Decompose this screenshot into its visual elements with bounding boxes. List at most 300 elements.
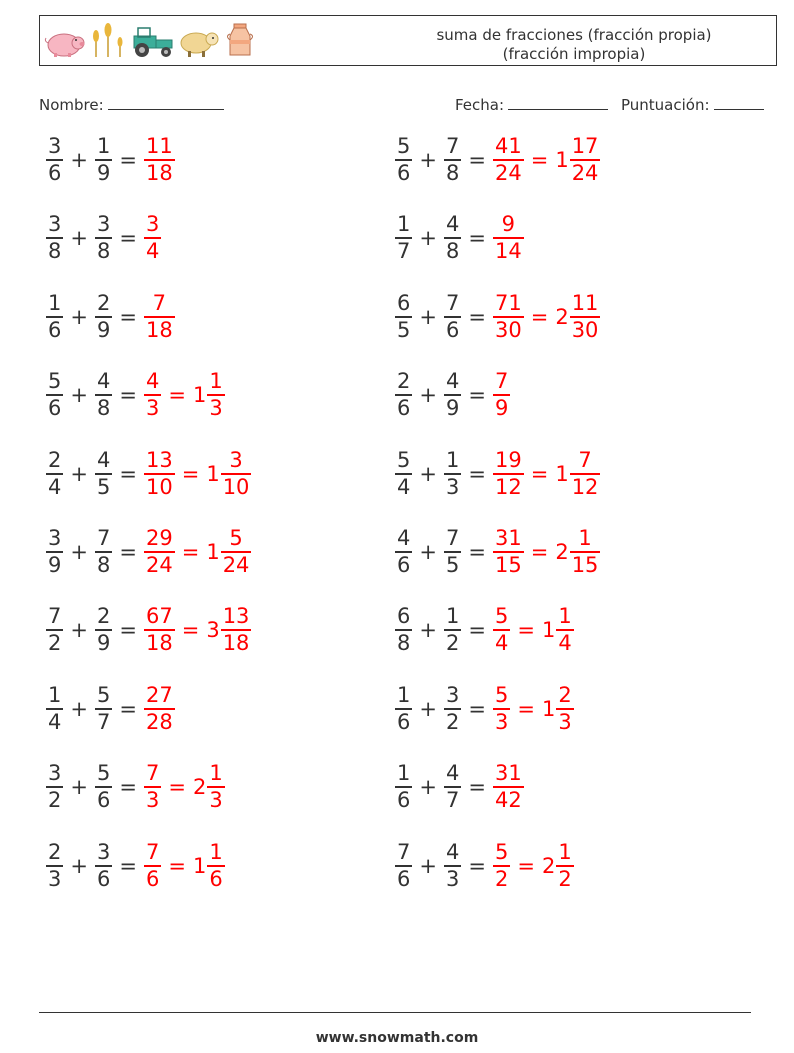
denominator: 2 [48, 631, 62, 656]
denominator: 3 [209, 396, 223, 421]
answer [144, 369, 225, 421]
problem-item [395, 757, 524, 817]
denominator: 18 [222, 631, 250, 656]
mixed-fraction [221, 448, 252, 500]
whole-part: 1 [206, 540, 220, 564]
addend-fraction [95, 840, 112, 892]
denominator: 15 [494, 553, 522, 577]
addend-fraction [46, 212, 63, 264]
denominator: 18 [145, 317, 173, 342]
answer [493, 683, 574, 735]
improper-fraction [493, 369, 510, 421]
denominator: 7 [445, 788, 460, 813]
plus-sign: + [419, 148, 437, 172]
mixed-fraction [221, 526, 252, 578]
plus-sign: + [70, 540, 88, 564]
improper-fraction [144, 369, 161, 421]
numerator: 1 [48, 290, 62, 315]
equals-sign: = [119, 540, 137, 564]
problem-item [46, 365, 225, 425]
worksheet-title [414, 26, 734, 64]
numerator: 1 [445, 447, 460, 472]
problem-item [46, 208, 161, 268]
numerator: 1 [558, 839, 572, 864]
numerator: 67 [145, 604, 173, 629]
plus-sign: + [419, 304, 437, 329]
denominator: 8 [48, 239, 62, 264]
numerator: 1 [96, 134, 111, 158]
denominator: 4 [48, 709, 62, 734]
plus-sign: + [70, 775, 88, 800]
answer [493, 369, 510, 421]
improper-fraction [144, 212, 161, 264]
denominator: 2 [445, 709, 460, 734]
mixed-fraction [556, 683, 573, 735]
mixed-fraction [221, 604, 252, 656]
whole-part: 2 [555, 540, 569, 564]
denominator: 6 [397, 709, 411, 734]
addend-fraction [395, 134, 412, 186]
equals-sign: = [119, 304, 137, 329]
addend-fraction [95, 761, 112, 813]
numerator: 31 [494, 761, 522, 786]
denominator: 6 [96, 866, 111, 891]
mixed-fraction [207, 761, 224, 813]
numerator: 1 [397, 761, 411, 786]
name-label: Nombre: [39, 96, 104, 114]
problem-item [395, 444, 600, 504]
denominator: 6 [397, 396, 411, 421]
denominator: 6 [397, 553, 411, 577]
equals-sign: = [119, 383, 137, 408]
denominator: 8 [445, 239, 460, 264]
equals-sign: = [181, 540, 200, 564]
whole-part: 1 [192, 853, 207, 878]
improper-fraction [144, 840, 161, 892]
denominator: 9 [96, 631, 111, 656]
denominator: 18 [145, 161, 173, 185]
problem-item [395, 679, 574, 739]
addend-fraction [395, 212, 412, 264]
numerator: 1 [209, 761, 223, 786]
addend-fraction [444, 369, 461, 421]
answer [493, 448, 600, 500]
problem-item [46, 679, 175, 739]
numerator: 5 [494, 839, 509, 864]
numerator: 7 [578, 447, 592, 472]
equals-sign: = [530, 304, 549, 329]
improper-fraction [144, 448, 175, 500]
numerator: 3 [229, 447, 243, 472]
improper-fraction [493, 604, 510, 656]
equals-sign: = [517, 853, 535, 878]
answer [493, 526, 600, 578]
whole-part: 1 [192, 383, 207, 408]
score-label: Puntuación: [621, 96, 710, 114]
score-blank[interactable] [714, 94, 764, 110]
header-icons [42, 22, 258, 58]
improper-fraction [144, 291, 175, 343]
denominator: 8 [445, 161, 460, 185]
wheat-icon [88, 22, 128, 58]
numerator: 11 [145, 134, 173, 158]
numerator: 2 [48, 447, 62, 472]
addend-fraction [395, 604, 412, 656]
improper-fraction [144, 134, 175, 186]
addend-fraction [46, 369, 63, 421]
numerator: 5 [397, 134, 411, 158]
numerator: 6 [397, 290, 411, 315]
denominator: 4 [145, 239, 160, 264]
problem-item [46, 287, 175, 347]
improper-fraction [144, 604, 175, 656]
addend-fraction [444, 840, 461, 892]
addend-fraction [46, 448, 63, 500]
numerator: 4 [145, 369, 160, 394]
plus-sign: + [70, 148, 88, 172]
denominator: 42 [494, 788, 522, 813]
equals-sign: = [119, 618, 137, 643]
denominator: 2 [494, 866, 509, 891]
equals-sign: = [119, 148, 137, 172]
addend-fraction [46, 134, 63, 186]
numerator: 3 [48, 212, 62, 237]
plus-sign: + [70, 853, 88, 878]
denominator: 4 [494, 631, 509, 656]
numerator: 5 [397, 447, 411, 472]
whole-part: 1 [555, 148, 569, 172]
numerator: 3 [48, 761, 62, 786]
plus-sign: + [419, 853, 437, 878]
denominator: 2 [558, 866, 572, 891]
problem-item [46, 600, 251, 660]
problem-item [395, 365, 510, 425]
numerator: 7 [48, 604, 62, 629]
problem-item [46, 757, 225, 817]
numerator: 1 [578, 526, 592, 550]
denominator: 15 [571, 553, 599, 577]
mixed-fraction [570, 448, 601, 500]
addend-fraction [95, 604, 112, 656]
numerator: 13 [145, 447, 173, 472]
numerator: 1 [209, 839, 223, 864]
answer [144, 134, 175, 186]
numerator: 5 [96, 682, 111, 707]
equals-sign: = [468, 775, 486, 800]
plus-sign: + [419, 618, 437, 643]
improper-fraction [493, 761, 524, 813]
answer [493, 291, 600, 343]
numerator: 4 [397, 526, 411, 550]
equals-sign: = [468, 618, 486, 643]
addend-fraction [46, 291, 63, 343]
addend-fraction [444, 761, 461, 813]
numerator: 3 [145, 212, 160, 237]
equals-sign: = [530, 540, 549, 564]
plus-sign: + [70, 618, 88, 643]
numerator: 5 [48, 369, 62, 394]
denominator: 3 [209, 788, 223, 813]
whole-part: 2 [555, 304, 569, 329]
denominator: 7 [96, 709, 111, 734]
denominator: 4 [558, 631, 572, 656]
plus-sign: + [419, 696, 437, 721]
denominator: 30 [494, 317, 522, 342]
footer-divider [39, 1012, 751, 1013]
equals-sign: = [119, 775, 137, 800]
numerator: 3 [48, 134, 62, 158]
problem-item [46, 444, 251, 504]
numerator: 7 [145, 761, 160, 786]
answer [144, 291, 175, 343]
plus-sign: + [70, 461, 88, 486]
improper-fraction [493, 448, 524, 500]
addend-fraction [444, 212, 461, 264]
denominator: 6 [209, 866, 223, 891]
addend-fraction [444, 604, 461, 656]
answer [144, 526, 251, 578]
improper-fraction [144, 526, 175, 578]
numerator: 31 [494, 526, 522, 550]
plus-sign: + [70, 226, 88, 251]
answer [493, 761, 524, 813]
addend-fraction [95, 448, 112, 500]
mixed-fraction [570, 134, 601, 186]
mixed-fraction [556, 604, 573, 656]
mixed-fraction [207, 369, 224, 421]
improper-fraction [493, 840, 510, 892]
addend-fraction [46, 683, 63, 735]
denominator: 12 [494, 474, 522, 499]
numerator: 13 [222, 604, 250, 629]
numerator: 1 [397, 212, 411, 237]
addend-fraction [46, 761, 63, 813]
numerator: 7 [494, 369, 509, 394]
denominator: 24 [222, 553, 250, 577]
numerator: 4 [96, 369, 111, 394]
plus-sign: + [70, 696, 88, 721]
numerator: 7 [445, 134, 460, 158]
equals-sign: = [468, 696, 486, 721]
equals-sign: = [168, 775, 186, 800]
whole-part: 2 [541, 853, 556, 878]
denominator: 6 [145, 866, 160, 891]
equals-sign: = [468, 226, 486, 251]
denominator: 8 [397, 631, 411, 656]
addend-fraction [46, 840, 63, 892]
addend-fraction [95, 683, 112, 735]
sheep-icon [178, 28, 220, 58]
addend-fraction [444, 134, 461, 186]
addend-fraction [46, 604, 63, 656]
title-line-1: suma de fracciones (fracción propia) [436, 26, 712, 44]
plus-sign: + [70, 383, 88, 408]
numerator: 3 [48, 526, 62, 550]
problem-item [46, 130, 175, 190]
plus-sign: + [419, 775, 437, 800]
answer [144, 604, 251, 656]
denominator: 4 [397, 474, 411, 499]
equals-sign: = [181, 461, 200, 486]
numerator: 7 [145, 839, 160, 864]
improper-fraction [144, 761, 161, 813]
numerator: 1 [48, 682, 62, 707]
numerator: 27 [145, 682, 173, 707]
denominator: 6 [397, 866, 411, 891]
whole-part: 1 [541, 696, 556, 721]
problem-item [395, 836, 574, 896]
improper-fraction [493, 291, 524, 343]
denominator: 3 [494, 709, 509, 734]
denominator: 9 [445, 396, 460, 421]
equals-sign: = [468, 383, 486, 408]
numerator: 4 [445, 761, 460, 786]
equals-sign: = [119, 226, 137, 251]
addend-fraction [395, 761, 412, 813]
denominator: 6 [397, 161, 411, 185]
equals-sign: = [517, 618, 535, 643]
date-field [455, 94, 608, 114]
mixed-fraction [570, 291, 601, 343]
denominator: 8 [96, 396, 111, 421]
denominator: 3 [48, 866, 62, 891]
equals-sign: = [119, 853, 137, 878]
denominator: 24 [494, 161, 522, 185]
numerator: 4 [445, 212, 460, 237]
problem-item [395, 287, 600, 347]
answer [144, 840, 225, 892]
improper-fraction [144, 683, 175, 735]
equals-sign: = [530, 461, 549, 486]
equals-sign: = [468, 461, 486, 486]
numerator: 1 [445, 604, 460, 629]
problem-item [46, 836, 225, 896]
numerator: 29 [145, 526, 173, 550]
equals-sign: = [517, 696, 535, 721]
whole-part: 1 [206, 461, 220, 486]
footer-url: www.snowmath.com [315, 1030, 479, 1046]
numerator: 2 [558, 682, 572, 707]
improper-fraction [493, 212, 524, 264]
name-blank[interactable] [108, 94, 224, 110]
plus-sign: + [419, 540, 437, 564]
numerator: 4 [445, 839, 460, 864]
improper-fraction [493, 134, 524, 186]
addend-fraction [444, 291, 461, 343]
answer [493, 604, 574, 656]
denominator: 3 [558, 709, 572, 734]
denominator: 5 [397, 317, 411, 342]
whole-part: 2 [192, 775, 207, 800]
numerator: 1 [397, 682, 411, 707]
numerator: 5 [96, 761, 111, 786]
denominator: 9 [96, 161, 111, 185]
answer [493, 134, 600, 186]
addend-fraction [95, 212, 112, 264]
numerator: 5 [494, 682, 509, 707]
mixed-fraction [570, 526, 601, 578]
numerator: 2 [397, 369, 411, 394]
denominator: 9 [96, 317, 111, 342]
addend-fraction [444, 526, 461, 578]
denominator: 9 [494, 396, 509, 421]
denominator: 18 [145, 631, 173, 656]
problem-item [395, 522, 600, 582]
denominator: 2 [445, 631, 460, 656]
answer [144, 448, 251, 500]
denominator: 8 [96, 553, 111, 577]
numerator: 19 [494, 447, 522, 472]
name-field [39, 94, 224, 114]
denominator: 6 [445, 317, 460, 342]
equals-sign: = [119, 461, 137, 486]
numerator: 5 [229, 526, 243, 550]
denominator: 12 [571, 474, 599, 499]
equals-sign: = [468, 148, 486, 172]
numerator: 17 [571, 134, 599, 158]
numerator: 3 [96, 839, 111, 864]
denominator: 14 [494, 239, 522, 264]
denominator: 6 [397, 788, 411, 813]
answer [144, 212, 161, 264]
denominator: 6 [48, 396, 62, 421]
numerator: 9 [501, 212, 516, 237]
problem-item [395, 130, 600, 190]
numerator: 3 [96, 212, 111, 237]
denominator: 10 [222, 474, 250, 499]
answer [144, 761, 225, 813]
equals-sign: = [468, 853, 486, 878]
milk-can-icon [222, 22, 258, 58]
title-line-2: (fracción impropia) [502, 45, 646, 63]
addend-fraction [95, 134, 112, 186]
date-blank[interactable] [508, 94, 608, 110]
answer [493, 212, 524, 264]
mixed-fraction [207, 840, 224, 892]
numerator: 6 [397, 604, 411, 629]
plus-sign: + [419, 383, 437, 408]
denominator: 5 [445, 553, 460, 577]
answer [493, 840, 574, 892]
numerator: 2 [96, 290, 111, 315]
denominator: 2 [48, 788, 62, 813]
numerator: 7 [152, 290, 167, 315]
date-label: Fecha: [455, 96, 505, 114]
numerator: 7 [397, 839, 411, 864]
denominator: 4 [48, 474, 62, 499]
plus-sign: + [419, 461, 437, 486]
equals-sign: = [468, 540, 486, 564]
plus-sign: + [419, 226, 437, 251]
denominator: 28 [145, 709, 173, 734]
denominator: 6 [48, 317, 62, 342]
denominator: 8 [96, 239, 111, 264]
equals-sign: = [168, 383, 186, 408]
denominator: 3 [145, 396, 160, 421]
denominator: 3 [145, 788, 160, 813]
numerator: 7 [445, 290, 460, 315]
whole-part: 3 [206, 618, 220, 643]
addend-fraction [444, 683, 461, 735]
improper-fraction [493, 526, 524, 578]
whole-part: 1 [541, 618, 556, 643]
numerator: 2 [96, 604, 111, 629]
denominator: 24 [145, 553, 173, 577]
numerator: 11 [571, 290, 599, 315]
denominator: 24 [571, 161, 599, 185]
addend-fraction [395, 291, 412, 343]
addend-fraction [395, 526, 412, 578]
